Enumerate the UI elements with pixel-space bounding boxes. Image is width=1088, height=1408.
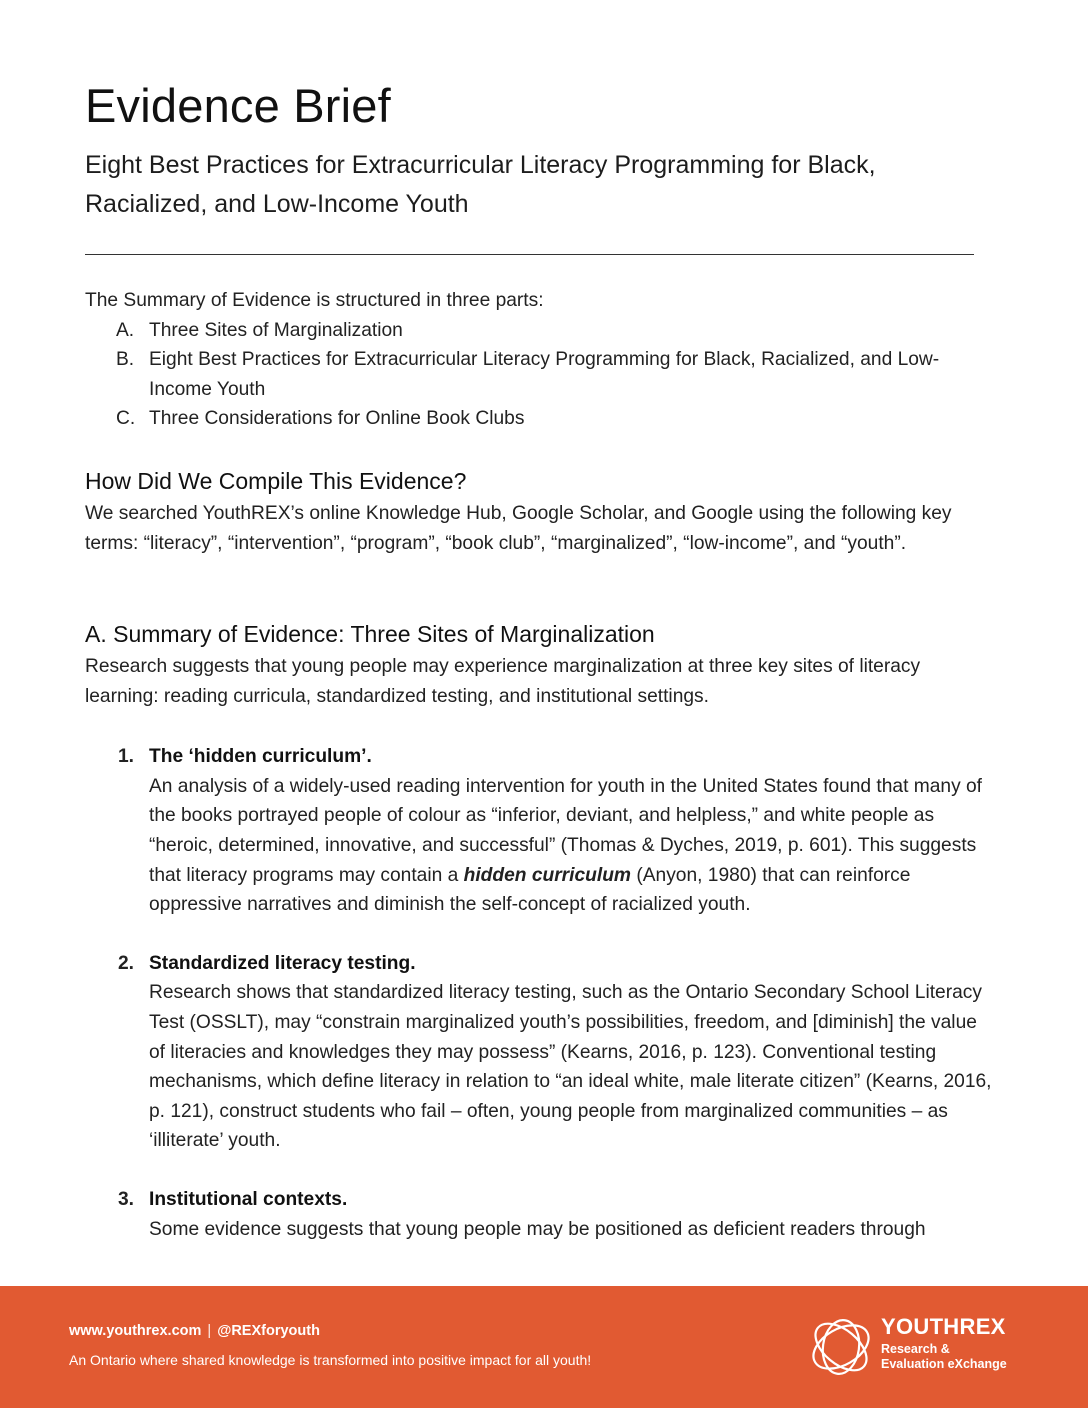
item-heading: The ‘hidden curriculum’. (149, 746, 372, 768)
footer-bar (0, 1286, 1088, 1408)
page-subtitle: Eight Best Practices for Extracurricular Literacy Programming for Black, Racialized, and Low-Income Youth (85, 151, 876, 218)
list-item (85, 1185, 995, 1244)
header-divider (85, 254, 974, 255)
how-heading: How Did We Compile This Evidence? (85, 468, 467, 494)
item-emphasis: hidden curriculum (463, 864, 631, 886)
item-text-before: An analysis of a widely-used reading intervention for youth in the United States found that many of the books portrayed people of colour as “inferior, deviant, and helpless,” and white people as “heroic, determined, innovative, and successful” (Thomas & Dyches, 2019, p. 601). This suggests that literacy programs may contain a (149, 775, 983, 886)
list-marker: A. (116, 319, 135, 341)
item-number: 2. (118, 952, 135, 974)
footer-links (69, 1323, 320, 1339)
intro-section (85, 286, 995, 434)
youthrex-orbit-logo-icon (806, 1311, 876, 1383)
item-heading: Institutional contexts. (149, 1188, 348, 1210)
list-item-text: Three Sites of Marginalization (149, 319, 403, 341)
item-number: 1. (118, 746, 135, 768)
logo-tagline-line: Research & (881, 1342, 950, 1356)
item-text (149, 978, 995, 1156)
item-text-before: Some evidence suggests that young people may be positioned as deficient readers through (149, 1218, 926, 1240)
list-item (85, 345, 995, 404)
item-number: 3. (118, 1188, 135, 1210)
logo-tagline (881, 1342, 1031, 1372)
section-a-lead: Research suggests that young people may experience marginalization at three key sites of literacy learning: reading curricula, standardized testing, and institutional settings. (85, 656, 921, 707)
list-item-text: Eight Best Practices for Extracurricular Literacy Programming for Black, Racialized, and Low-Income Youth (149, 349, 940, 400)
page-title: Evidence Brief (85, 79, 391, 132)
list-item (85, 316, 995, 346)
item-text (149, 1215, 995, 1245)
list-item (85, 949, 995, 1156)
intro-text: The Summary of Evidence is structured in three parts: (85, 290, 544, 311)
logo-tagline-line: Evaluation eXchange (881, 1357, 1007, 1371)
list-item (85, 404, 995, 434)
list-marker: C. (116, 408, 136, 430)
section-a (85, 619, 995, 1273)
list-item (85, 742, 995, 920)
footer-separator: | (207, 1323, 212, 1339)
section-a-heading: A. Summary of Evidence: Three Sites of Marginalization (85, 621, 655, 647)
footer-tagline: An Ontario where shared knowledge is transformed into positive impact for all youth! (69, 1352, 592, 1368)
item-text-after: (Anyon, 1980) that can reinforce oppressive narratives and diminish the self-concept of racialized youth. (149, 864, 911, 916)
sites-list (85, 742, 995, 1244)
list-marker: B. (116, 349, 135, 371)
item-text (149, 772, 995, 920)
how-section (85, 466, 995, 558)
item-text-before: Research shows that standardized literacy testing, such as the Ontario Secondary School Literacy Test (OSSLT), may “constrain marginalized youth’s possibilities, freedom, and [diminish] the value of literacies and knowledges they may possess” (Kearns, 2016, p. 123). Conventional testing mechanisms, which define literacy in relation to “an ideal white, male literate citizen” (Kearns, 2016, p. 121), construct students who fail – often, young people from marginalized communities – as ‘illiterate’ youth. (149, 982, 992, 1152)
how-text: We searched YouthREX’s online Knowledge Hub, Google Scholar, and Google using the following key terms: “literacy”, “intervention”, “program”, “book club”, “marginalized”, “low-income”, and “youth”. (85, 503, 952, 554)
list-item-text: Three Considerations for Online Book Clubs (149, 408, 525, 430)
social-handle-link[interactable]: @REXforyouth (217, 1323, 320, 1339)
website-link[interactable]: www.youthrex.com (69, 1323, 202, 1339)
item-heading: Standardized literacy testing. (149, 952, 416, 974)
parts-list (85, 316, 995, 434)
logo-wordmark: YOUTHREX (881, 1314, 1006, 1339)
